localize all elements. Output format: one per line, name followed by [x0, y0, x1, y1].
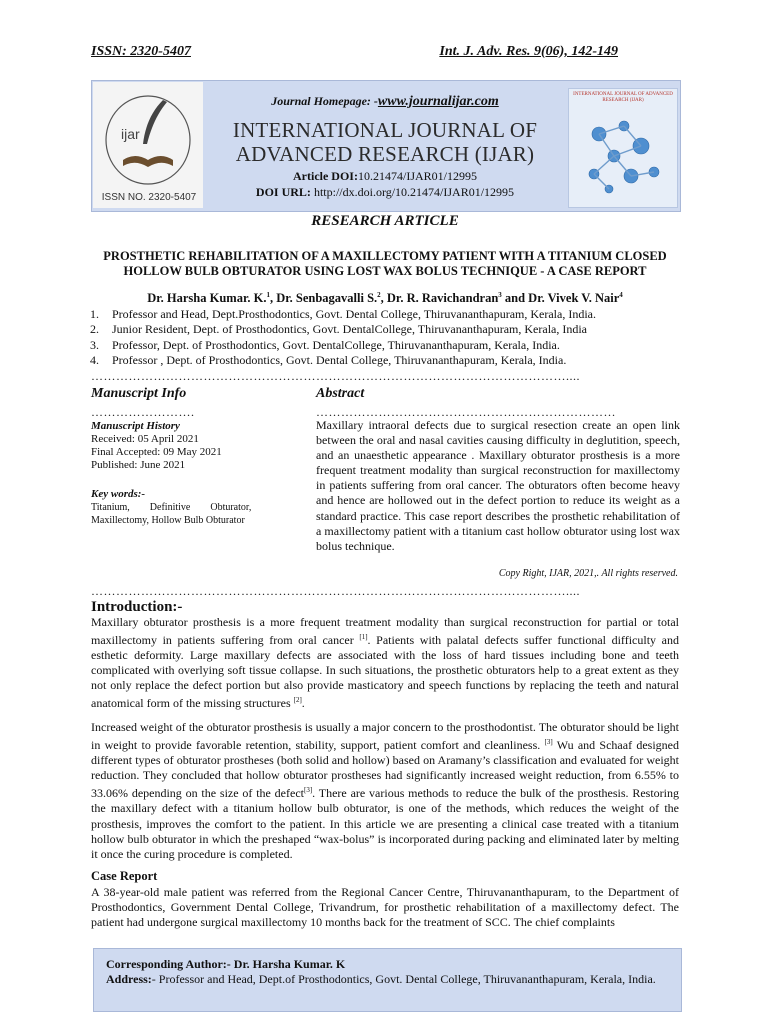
citation-ref[interactable]: [2]: [293, 696, 302, 705]
keywords-line2: Maxillectomy, Hollow Bulb Obturator: [91, 515, 245, 526]
intro-text: Increased weight of the obturator prosthesis is usually a major concern to the prosthodontist. The obturator should be light in weight to provide favorable retention, stability, support, patient comfort and cleanliness.: [91, 720, 679, 753]
author-3-sup: 3: [498, 291, 502, 299]
introduction-heading: Introduction:-: [91, 599, 183, 615]
author-1-sup: 1: [266, 291, 270, 299]
manuscript-dots: …………………….: [91, 405, 195, 419]
introduction-paragraph-2: [91, 720, 679, 862]
doi-value: 10.21474/IJAR01/12995: [357, 169, 477, 183]
homepage-label: Journal Homepage: -: [271, 94, 378, 108]
intro-text: . There are various methods to reduce the bulk of the prosthesis. Restoring the maxillary defect with a titanium hollow bulb obturator, is one of the methods, which reduces the weight of the prosthesis, improves the comfort to the patient. In this article we are presenting a clinical case treated with a titanium hollow bulb obturator in which the preshaped “wax-bolus” is incorporated during packing and eliminated later by melting it once the curing procedure is completed.: [91, 786, 680, 861]
cover-title: INTERNATIONAL JOURNAL OF ADVANCED RESEARCH (IJAR): [573, 92, 673, 103]
affiliation-number: 2.: [90, 322, 99, 337]
affiliation-item: [90, 353, 690, 368]
header-citation: Int. J. Adv. Res. 9(06), 142-149: [439, 44, 618, 59]
abstract-text: Maxillary intraoral defects due to surgical resection create an open link between the oral and nasal cavities causing difficulty in deglutition, speech, and an unaesthetic appearance . Maxillary obturator prosthesis is a more frequent treatment modality than surgical reconstruction for maxillectomy in patients suffering from oral cancer. The obturators often become heavy and hence are hollowed out in the defect portion to reduce its weight as a standard practice. This case report describes the prosthetic rehabilitation of a maxillectomy patient with a titanium cast hollow obturator using lost wax bolus technique.: [316, 418, 680, 553]
intro-text: . Patients with palatal defects suffer functional difficulty and esthetic deformity. Large maxillary defects are associated with the loss of hard tissues including bone and teeth complicated with overlying soft tissue collapse. In such situations, the prosthetic obturators help to a great extent as they not only replace the defect portion but also provide masticatory and speech functions by replacing the teeth and natural anatomical form of the missing structures: [91, 633, 679, 711]
affiliation-number: 1.: [90, 307, 99, 321]
author-2-sup: 2: [377, 291, 381, 299]
accepted-date: Final Accepted: 09 May 2021: [91, 446, 222, 458]
author-3: , Dr. R. Ravichandran: [380, 291, 499, 306]
journal-logo: [93, 82, 203, 208]
affiliation-number: 3.: [90, 337, 99, 352]
journal-title-line2: ADVANCED RESEARCH (IJAR): [235, 142, 535, 166]
logo-issn: ISSN NO. 2320-5407: [101, 192, 197, 203]
article-title: [91, 249, 679, 279]
journal-cover-thumbnail: [568, 88, 678, 208]
author-2: , Dr. Senbagavalli S.: [269, 291, 378, 306]
header-issn: ISSN: 2320-5407: [91, 44, 191, 59]
doi-label: Article DOI:: [293, 169, 358, 183]
homepage-link[interactable]: www.journalijar.com: [377, 94, 499, 109]
received-date: Received: 05 April 2021: [91, 433, 199, 445]
manuscript-info-heading: Manuscript Info: [91, 386, 187, 401]
address-label: Address:: [106, 972, 152, 986]
doi-block: [200, 168, 570, 200]
journal-title-line1: INTERNATIONAL JOURNAL OF: [232, 118, 538, 142]
affiliation-text: Professor , Dept. of Prosthodontics, Govt. Dental College, Thiruvananthapuram, Kerala, India.: [112, 352, 567, 367]
affiliation-text: Professor and Head, Dept.Prosthodontics, Govt. Dental College, Thiruvananthapuram, Kerala, India.: [112, 307, 596, 321]
title-line2: HOLLOW BULB OBTURATOR USING LOST WAX BOLUS TECHNIQUE - A CASE REPORT: [123, 264, 647, 278]
author-4-sup: 4: [619, 291, 623, 299]
divider-dots-bottom: ……………………………………………………………………………………………………....: [91, 584, 580, 598]
journal-title: [200, 118, 570, 166]
abstract-dots: ………………………………………………………………: [316, 405, 616, 419]
citation-ref[interactable]: [3]: [544, 738, 553, 747]
article-type: RESEARCH ARTICLE: [311, 213, 459, 229]
citation-ref[interactable]: [1]: [359, 633, 368, 642]
quill-book-icon: [93, 82, 203, 208]
address-text: - Professor and Head, Dept.of Prosthodontics, Govt. Dental College, Thiruvananthapuram, Kerala, India.: [151, 972, 656, 986]
affiliation-text: Professor, Dept. of Prosthodontics, Govt. DentalCollege, Thiruvananthapuram, Kerala, India.: [112, 337, 560, 352]
doi-url-label: DOI URL:: [255, 185, 311, 199]
title-line1: PROSTHETIC REHABILITATION OF A MAXILLECTOMY PATIENT WITH A TITANIUM CLOSED: [103, 249, 667, 263]
keywords-label: Key words:-: [91, 488, 146, 500]
case-report-text: A 38-year-old male patient was referred from the Regional Cancer Centre, Thiruvananthapuram, to the Department of Prosthodontics, Government Dental College, Trivandrum, for prosthetic rehabilitation of a maxillectomy defect. The patient had undergone surgical maxillectomy 10 months back for the treatment of SCC. The chief complaints: [91, 885, 679, 930]
affiliation-item: [90, 322, 690, 337]
affiliation-number: 4.: [90, 352, 99, 367]
keywords: [91, 488, 257, 527]
introduction-paragraph-1: [91, 615, 679, 712]
intro-text: .: [301, 696, 305, 711]
logo-text: ijar: [121, 126, 140, 142]
corresponding-author-box: [93, 948, 682, 1012]
manuscript-history-label: Manuscript History: [91, 420, 180, 432]
abstract-heading: Abstract: [316, 386, 365, 401]
affiliation-item: [90, 307, 690, 322]
divider-dots-top: ……………………………………………………………………………………………………....: [91, 369, 580, 383]
keywords-line1: Titanium, Definitive Obturator,: [91, 502, 252, 513]
doi-url-link[interactable]: http://dx.doi.org/10.21474/IJAR01/12995: [313, 185, 515, 199]
author-1: Dr. Harsha Kumar. K.: [147, 291, 267, 306]
affiliation-item: [90, 338, 690, 353]
case-report-heading: Case Report: [91, 869, 158, 883]
citation-ref[interactable]: [3]: [304, 786, 313, 795]
corresponding-address: [106, 972, 671, 987]
corresponding-author-label: Corresponding Author:- Dr. Harsha Kumar. K: [106, 957, 346, 971]
intro-text: Wu and Schaaf designed different types of obturator prostheses (both solid and hollow) based on Aramany’s classification and evaluated for weight reduction. They concluded that hollow obturator prostheses had significantly increased weight reduction, from 6.55% to 33.06% depending on the size of the defect: [91, 738, 679, 801]
author-list: [91, 291, 679, 306]
copyright: Copy Right, IJAR, 2021,. All rights reserved.: [498, 568, 678, 579]
affiliation-text: Junior Resident, Dept. of Prosthodontics, Govt. DentalCollege, Thiruvananthapuram, Kerala, India: [112, 322, 588, 337]
journal-homepage: [200, 94, 570, 110]
author-4: and Dr. Vivek V. Nair: [501, 291, 620, 306]
affiliations: [90, 307, 690, 368]
manuscript-history: [91, 420, 281, 472]
molecule-image-icon: [569, 104, 677, 204]
intro-text: Maxillary obturator prosthesis is a more frequent treatment modality than surgical reconstruction for partial or total maxillectomy in patients suffering from oral cancer: [91, 615, 679, 648]
published-date: Published: June 2021: [91, 459, 186, 471]
